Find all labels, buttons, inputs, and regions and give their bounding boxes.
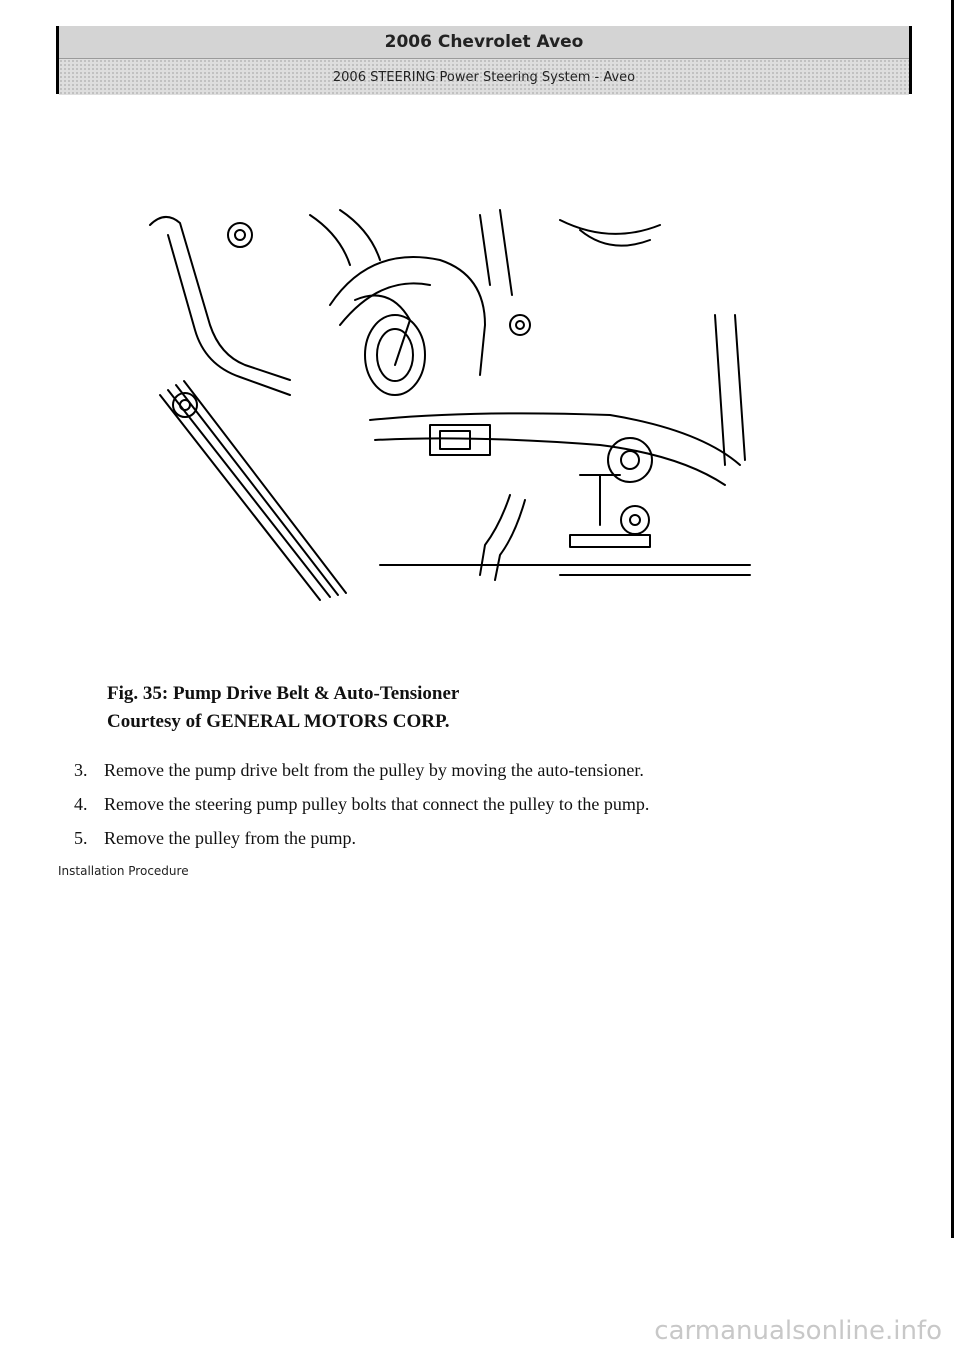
step-text: Remove the steering pump pulley bolts that connect the pulley to the pump. bbox=[104, 794, 650, 814]
step-text: Remove the pulley from the pump. bbox=[104, 828, 356, 848]
pump-drive-belt-illustration bbox=[140, 205, 760, 605]
step-number: 4. bbox=[74, 794, 88, 814]
page-border bbox=[951, 0, 954, 1238]
list-item bbox=[74, 787, 649, 821]
document-header bbox=[56, 26, 912, 94]
step-number: 3. bbox=[74, 760, 88, 780]
section-heading: Installation Procedure bbox=[58, 864, 189, 878]
figure-credit: Courtesy of GENERAL MOTORS CORP. bbox=[107, 711, 450, 732]
procedure-steps bbox=[74, 753, 649, 855]
site-watermark: carmanualsonline.info bbox=[654, 1316, 942, 1346]
list-item bbox=[74, 821, 649, 855]
step-number: 5. bbox=[74, 828, 88, 848]
list-item bbox=[74, 753, 649, 787]
figure-caption-block bbox=[107, 680, 459, 736]
step-text: Remove the pump drive belt from the pulley by moving the auto-tensioner. bbox=[104, 760, 644, 780]
document-subtitle: 2006 STEERING Power Steering System - Aveo bbox=[59, 59, 909, 95]
figure-caption: Fig. 35: Pump Drive Belt & Auto-Tensioner bbox=[107, 683, 460, 704]
document-title: 2006 Chevrolet Aveo bbox=[59, 26, 909, 59]
